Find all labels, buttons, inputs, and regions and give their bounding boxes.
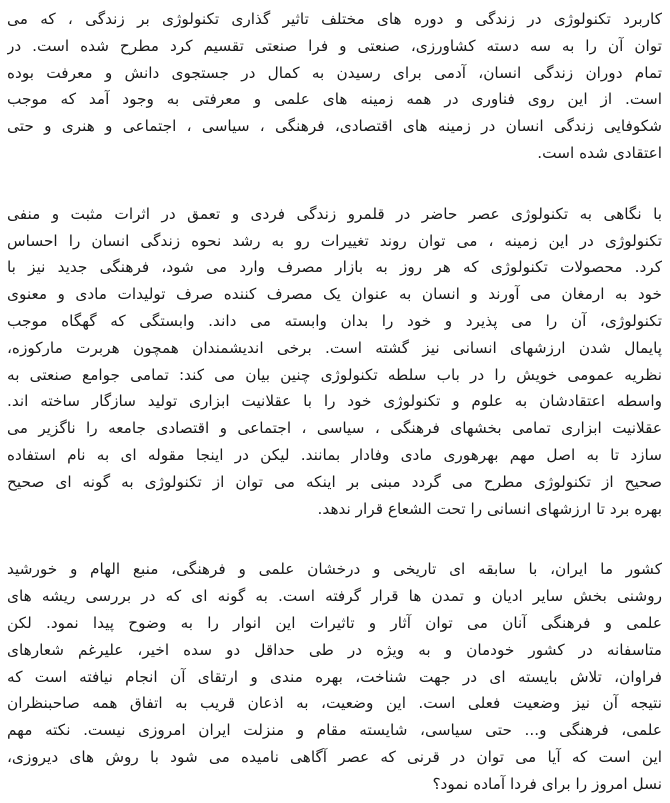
text-line: توان آن را به سه دسته کشاورزی، صنعتی و فرا صنعتی تقسیم کرد مطرح شده است. در: [7, 36, 662, 55]
text-line: نتیجه آن نیز وضعیت فعلی است. این وضعیت، به اذعان قریب به اتفاق همه صاحبنظران: [7, 694, 662, 713]
text-line: کرد. محصولات تکنولوژی که هر روز به بازار مصرف وارد می شود، فرهنگی جدید نیز با: [7, 258, 662, 277]
text-line: با نگاهی به تکنولوژی عصر حاضر در قلمرو زندگی فردی و تعمق در اثرات مثبت و منفی: [7, 204, 662, 223]
text-line: کشور ما ایران، با سابقه ای تاریخی و درخشان علمی و فرهنگی، منبع الهام و خورشید: [7, 560, 662, 579]
text-line: اعتقادی شده است.: [537, 143, 662, 162]
text-line: علمی، فرهنگی و... حتی سیاسی، شایسته مقام و منزلت ایران امروزی نیست. نکته مهم: [7, 721, 662, 740]
text-line: خود به ارمغان می آورند و انسان به عنوان یک مصرف کننده صرف تولیدات مادی و معنوی: [7, 285, 662, 304]
text-line: عقلانیت ابزاری تمامی بخشهای فرهنگی ، سیاسی ، اجتماعی و اقتصادی جامعه را ناگزیر می: [7, 419, 662, 438]
text-line: نسل امروز را برای فردا آماده نمود؟: [432, 774, 662, 793]
text-line: کاربرد تکنولوژی در زندگی و دوره های مختلف تاثیر گذاری تکنولوژی بر زندگی ، که می: [7, 10, 662, 28]
text-line: این است که آیا می توان در قرنی که عصر آگاهی نامیده می شود با روش های دیروزی،: [7, 747, 662, 766]
paragraph-spacer: [7, 167, 662, 201]
text-line: واسطه اعتقادشان به علوم و تکنولوژی خود را با عقلانیت ابزاری تولید سازگار ساخته اند.: [7, 392, 662, 411]
text-line: پایمال شدن ارزشهای انسانی نیز گشته است. برخی اندیشمندان همچون هربرت مارکوزه،: [7, 338, 662, 357]
paragraph-spacer: [7, 522, 662, 556]
text-line: روشنی بخش سایر ادیان و تمدن ها قرار گرفته است. به گونه ای که در بررسی ریشه های: [7, 587, 662, 606]
paragraph-2: [7, 201, 662, 523]
text-line: صحیح از تکنولوژی مطرح می گردد مبنی بر اینکه می توان از تکنولوژی به گونه ای صحیح: [7, 472, 662, 491]
text-line: سازد تا به اصل مهم بهرهوری مادی وفادار بمانند. لیکن در اینجا مقوله ای به نام استفاده: [7, 445, 662, 464]
document-body: [7, 6, 662, 798]
text-line: نظریه عمومی خویش را در باب سلطه تکنولوژی چنین بیان می کند: تمامی جوامع صنعتی به: [7, 365, 662, 384]
text-line: متاسفانه در کشور خودمان و به ویژه در طی حداقل دو سده اخیر، علیرغم شعارهای: [7, 640, 662, 659]
text-line: فراوان، تلاش بایسته ای در جهت شناخت، بهره مندی و ارتقای آن انجام نیافته است که: [7, 667, 662, 686]
paragraph-3: [7, 556, 662, 797]
text-line: علمی و فرهنگی آنان می توان آثار و تاثیرات این انوار را به وضوح پیدا نمود. لکن: [7, 613, 662, 632]
paragraph-1: [7, 6, 662, 167]
text-line: تکنولوژی، آن را می پذیرد و خود را بدان وابسته می داند. وابستگی که گهگاه موجب: [7, 311, 662, 330]
text-line: تمام دوران زندگی انسان، آدمی برای رسیدن به کمال در جستجوی دانش و معرفت بوده: [7, 63, 662, 82]
text-line: تکنولوژی در این زمینه ، می توان روند تغییرات رو به رشد نحوه زندگی انسان را احساس: [7, 231, 662, 250]
text-line: شکوفایی زندگی انسان در زمینه های اقتصادی، فرهنگی ، سیاسی ، اجتماعی و هنری و حتی: [7, 117, 662, 136]
text-line: است. از این روی فناوری در همه زمینه های علمی و معرفتی به وجود آمد که موجب: [7, 90, 662, 109]
text-line: بهره برد تا ارزشهای انسانی را تحت الشعاع قرار ندهد.: [317, 499, 662, 518]
